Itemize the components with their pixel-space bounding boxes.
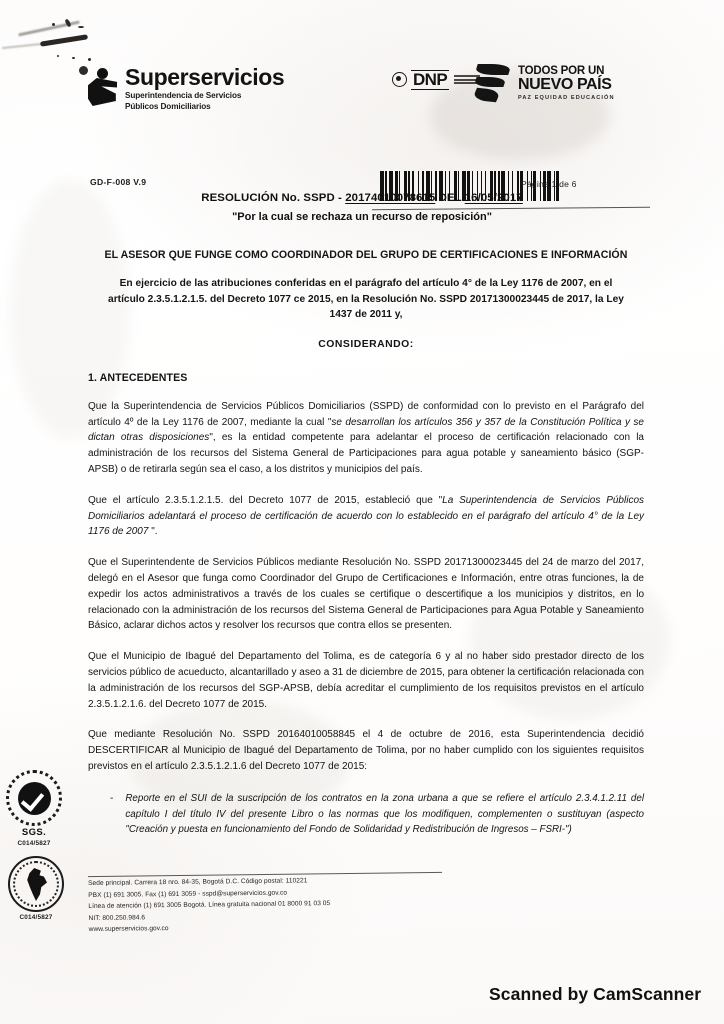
- paragraph-p4-run-0: Que el Municipio de Ibagué del Departamento del Tolima, es de categoría 6 y al no haber sido prestador directo de los servicios público de acueducto, alcantarillado y aseo a 31 de diciembre de 2015, para obtener la certificación relacionada con la administración de los recursos del SGP-APSB, debía acreditar el cumplimiento de los requisitos previstos en el artículo 2.3.5.1.2.1.6. del Decreto 1077 de 2015.: [88, 651, 644, 710]
- dnp-logo: [392, 70, 480, 90]
- paragraph-p2-run-2: ".: [148, 526, 158, 538]
- brand-name: Superservicios: [125, 64, 285, 90]
- colombia-map-icon: [8, 856, 64, 912]
- paragraph-p1-run-0: Que la Superintendencia de Servicios Públicos Domiciliarios (SSPD) de conformidad con lo previsto en el Parágrafo del artículo 4º de la Ley 1176 de 2007, mediante la cual ": [88, 400, 644, 428]
- sgs-label: SGS.: [21, 827, 47, 838]
- paragraph-p1: [88, 399, 644, 478]
- considerando-heading: CONSIDERANDO:: [318, 338, 414, 350]
- paragraph-p5-run-0: Que mediante Resolución No. SSPD 20164010058845 el 4 de octubre de 2016, esta Superintendencia decidió DESCERTIFICAR al Municipio de Ibagué del Departamento de Tolima, por no haber cumplido con los siguientes requisitos previstos en el artículo 2.3.5.1.2.1.6 del Decreto 1077 de 2015:: [88, 729, 644, 772]
- page-number: Página 1 de 6: [521, 179, 577, 189]
- paragraph-p1-run-1: se desarrollan los artículos 356 y 357 de la Constitución Política y se dictan otras disposiciones: [88, 416, 644, 444]
- campaign-line-2: NUEVO PAÍS: [518, 75, 612, 93]
- paragraph-p2: [88, 493, 644, 540]
- bullet-text: Reporte en el SUI de la suscripción de los contratos en la zona urbana a que se refiere el artículo 2.3.4.1.2.11 del capítulo I del título IV del presente Libro o las normas que los modifiquen, complementen o sustituyan (aspecto "Creación y puesta en funcionamiento del Fondo de Solidaridad y Redistribución de Ingresos – FSRI-"): [125, 792, 644, 836]
- paragraph-p5: [88, 727, 644, 774]
- bullet-marker: -: [110, 792, 114, 804]
- requirement-bullet-item: [88, 791, 644, 839]
- paragraph-list: [88, 399, 644, 775]
- authority-heading: EL ASESOR QUE FUNGE COMO COORDINADOR DEL GRUPO DE CERTIFICACIONES E INFORMACIÓN: [104, 249, 628, 261]
- resolution-subtitle: "Por la cual se rechaza un recurso de reposición": [232, 211, 492, 223]
- campaign-line-3: PAZ EQUIDAD EDUCACIÓN: [518, 95, 615, 102]
- wing-icon: [474, 62, 512, 104]
- superservicios-logo: [88, 66, 284, 112]
- section-title-antecedentes: 1. ANTECEDENTES: [88, 371, 188, 384]
- document-body: [88, 248, 644, 838]
- resolution-title-prefix: RESOLUCIÓN No. SSPD -: [201, 192, 346, 204]
- paragraph-p2-run-0: Que el artículo 2.3.5.1.2.1.5. del Decreto 1077 de 2015, estableció que ": [88, 494, 443, 506]
- dnp-wordmark: DNP: [413, 70, 448, 89]
- enacting-clause: En ejercicio de las atribuciones conferidas en el parágrafo del artículo 4° de la Ley 1176 de 2007, en el artículo 2.3.5.1.2.1.5. del Decreto 1077 ce 2015, en la Resolución No. SSPD 20171300023445 de 2017, la Ley 1437 de 2011 y,: [108, 278, 624, 321]
- sgs-check-icon: [6, 770, 62, 826]
- resolution-title: [0, 192, 724, 204]
- brand-subtitle-line-1: Superintendencia de Servicios: [125, 91, 242, 100]
- superservicios-emblem-icon: [88, 68, 118, 108]
- footer-line-1: Sede principal. Carrera 18 nro. 84-35, Bogotá D.C. Código postal: 110221: [88, 877, 308, 887]
- footer-contact-info: [88, 873, 489, 936]
- camscanner-watermark: Scanned by CamScanner: [489, 984, 702, 1004]
- paragraph-p1-run-2: ", es la entidad competente para adelantar el proceso de certificación relacionado con la administración de los recursos del Sistema General de Participaciones para agua potable y saneamiento básico (SGP-APSB) o de retirarla según sea el caso, a los distritos y municipios del país.: [88, 432, 644, 475]
- colombia-map-certification-seal: [6, 856, 66, 921]
- resolution-title-middle: DEL: [435, 192, 465, 204]
- map-certificate-code: C014/5827: [19, 914, 53, 921]
- resolution-date: 16/05/2017: [464, 192, 523, 204]
- footer-line-4: NIT: 800.250.984.6: [88, 913, 146, 922]
- campaign-line-1: TODOS POR UN: [518, 64, 605, 77]
- document-header: [0, 58, 724, 158]
- footer-line-2: PBX (1) 691 3005. Fax (1) 691 3059 - sspd@superservicios.gov.co: [88, 889, 288, 899]
- footer-line-3: Línea de atención (1) 691 3005 Bogotá. Línea gratuita nacional 01 8000 91 03 05: [88, 900, 331, 911]
- sgs-certificate-code: C014/5827: [17, 840, 51, 847]
- footer-line-5: www.superservicios.gov.co: [88, 925, 169, 934]
- campaign-logo: [474, 62, 615, 104]
- paragraph-p3: [88, 555, 644, 634]
- brand-subtitle-line-2: Públicos Domiciliarios: [125, 101, 211, 111]
- dnp-seal-icon: [392, 72, 407, 87]
- form-code: GD-F-008 V.9: [90, 177, 147, 187]
- paragraph-p2-run-1: La Superintendencia de Servicios Públicos Domiciliarios adelantará el proceso de certificación de acuerdo con lo establecido en el parágrafo del artículo 4° de la Ley 1176 de 2007: [88, 494, 644, 538]
- resolution-number: 20174010078615: [345, 192, 436, 204]
- paragraph-p3-run-0: Que el Superintendente de Servicios Públicos mediante Resolución No. SSPD 20171300023445 del 24 de marzo del 2017, delegó en el Asesor que funga como Coordinador del Grupo de Certificaciones e Información, entre otras funciones, la de expedir los actos administrativos a través de los cuales se certifique o descertifique a los municipios y distritos, en lo relacionado con la administración de los recursos del Sistema General de Participaciones para Agua Potable y Saneamiento Básico, aclarar dichos actos y resolver los recursos que contra ellos se presenten.: [88, 557, 644, 632]
- paragraph-p4: [88, 649, 644, 712]
- sgs-certification-seal: [4, 770, 64, 847]
